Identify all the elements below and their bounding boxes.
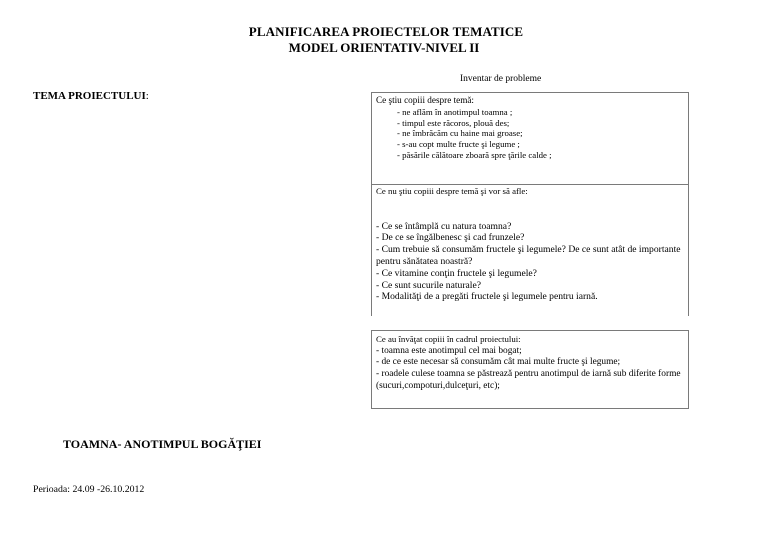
tema-label-text: TEMA PROIECTULUI: [33, 90, 146, 102]
what-children-learned-box: [371, 330, 689, 409]
what-children-dont-know-box: [371, 184, 689, 316]
dont-know-item: - Ce vitamine conţin fructele şi legumele?: [376, 267, 537, 279]
dont-know-item: - Ce sunt sucurile naturale?: [376, 279, 481, 291]
period-text: Perioada: 24.09 -26.10.2012: [33, 484, 145, 495]
tema-proiectului-label: [33, 90, 149, 102]
dont-know-item: - Modalităţi de a pregăti fructele şi legumele pentru iarnă.: [376, 291, 598, 303]
know-item: - s-au copt multe fructe şi legume ;: [397, 139, 520, 150]
dont-know-heading: Ce nu ştiu copiii despre temă şi vor să afle:: [376, 186, 528, 196]
dont-know-item: - Ce se întâmplă cu natura toamna?: [376, 220, 512, 232]
dont-know-item: - Cum trebuie să consumăm fructele şi legumele? De ce sunt atât de importante pentru sănătatea noastră?: [376, 244, 681, 267]
dont-know-item: - De ce se îngălbenesc şi cad frunzele?: [376, 232, 525, 244]
what-children-know-box: [371, 92, 689, 184]
inventar-label: Inventar de probleme: [460, 74, 542, 84]
project-title: TOAMNA- ANOTIMPUL BOGĂŢIEI: [63, 437, 262, 451]
learned-item: - toamna este anotimpul cel mai bogat;: [376, 345, 522, 356]
know-item: - ne aflăm în anotimpul toamna ;: [397, 106, 513, 117]
learned-heading: Ce au învăţat copiii în cadrul proiectului:: [376, 334, 521, 344]
what-children-know-heading: Ce ştiu copiii despre temă:: [376, 95, 474, 105]
document-subtitle: MODEL ORIENTATIV-NIVEL II: [288, 40, 480, 55]
learned-item: - de ce este necesar să consumăm cât mai multe fructe şi legume;: [376, 357, 621, 368]
know-item: - timpul este răcoros, plouă des;: [397, 117, 510, 128]
learned-item: - roadele culese toamna se păstrează pentru anotimpul de iarnă sub diferite forme (sucuri,compoturi,dulceţuri, etc);: [376, 369, 681, 391]
know-item: - ne îmbrăcăm cu haine mai groase;: [397, 128, 523, 139]
document-title: PLANIFICAREA PROIECTELOR TEMATICE: [248, 24, 524, 39]
tema-label-colon: :: [145, 90, 149, 102]
know-item: - păsările călătoare zboară spre ţările calde ;: [397, 150, 552, 161]
